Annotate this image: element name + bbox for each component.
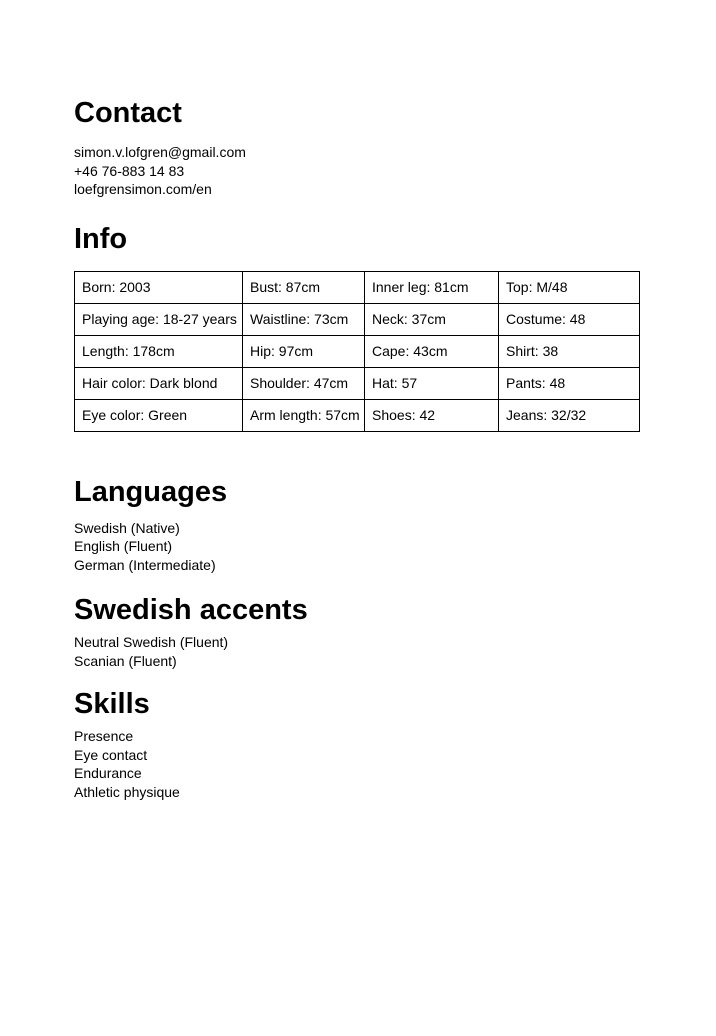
info-cell-bust: Bust: 87cm — [243, 271, 365, 303]
section-skills — [74, 688, 676, 801]
table-row — [75, 367, 640, 399]
section-contact — [74, 97, 676, 199]
table-row — [75, 335, 640, 367]
info-cell-cape: Cape: 43cm — [365, 335, 499, 367]
accent-item: Neutral Swedish (Fluent) — [74, 634, 229, 650]
table-row — [75, 399, 640, 431]
skill-item: Eye contact — [74, 746, 148, 763]
skills-heading: Skills — [74, 688, 150, 720]
info-cell-arm-length: Arm length: 57cm — [243, 399, 365, 431]
language-item: English (Fluent) — [74, 538, 173, 554]
info-cell-hat: Hat: 57 — [365, 367, 499, 399]
skill-item: Endurance — [74, 765, 142, 781]
info-heading: Info — [74, 222, 128, 255]
info-cell-top: Top: M/48 — [499, 271, 640, 303]
info-cell-waistline: Waistline: 73cm — [243, 303, 365, 335]
section-languages — [74, 476, 676, 575]
skill-item: Athletic physique — [74, 783, 180, 800]
info-cell-playing-age: Playing age: 18-27 years — [75, 303, 243, 335]
contact-phone: +46 76-883 14 83 — [74, 162, 185, 179]
accent-item: Scanian (Fluent) — [74, 652, 177, 669]
info-cell-neck: Neck: 37cm — [365, 303, 499, 335]
info-cell-jeans: Jeans: 32/32 — [499, 399, 640, 431]
info-cell-eye-color: Eye color: Green — [75, 399, 243, 431]
table-row — [75, 303, 640, 335]
info-cell-inner-leg: Inner leg: 81cm — [365, 271, 499, 303]
section-swedish-accents — [74, 594, 676, 670]
table-row — [75, 271, 640, 303]
languages-heading: Languages — [74, 475, 228, 508]
section-info — [74, 223, 676, 432]
info-cell-shirt: Shirt: 38 — [499, 335, 640, 367]
info-cell-shoes: Shoes: 42 — [365, 399, 499, 431]
info-table — [74, 271, 640, 432]
language-item: German (Intermediate) — [74, 556, 216, 573]
info-cell-length: Length: 178cm — [75, 335, 243, 367]
info-cell-pants: Pants: 48 — [499, 367, 640, 399]
info-cell-costume: Costume: 48 — [499, 303, 640, 335]
info-cell-born: Born: 2003 — [75, 271, 243, 303]
skill-item: Presence — [74, 728, 134, 744]
contact-heading: Contact — [74, 97, 182, 129]
info-cell-hair-color: Hair color: Dark blond — [75, 367, 243, 399]
contact-email: simon.v.lofgren@gmail.com — [74, 144, 246, 160]
info-cell-shoulder: Shoulder: 47cm — [243, 367, 365, 399]
info-cell-hip: Hip: 97cm — [243, 335, 365, 367]
contact-website: loefgrensimon.com/en — [74, 181, 212, 197]
swedish-accents-heading: Swedish accents — [74, 594, 308, 626]
language-item: Swedish (Native) — [74, 519, 180, 536]
